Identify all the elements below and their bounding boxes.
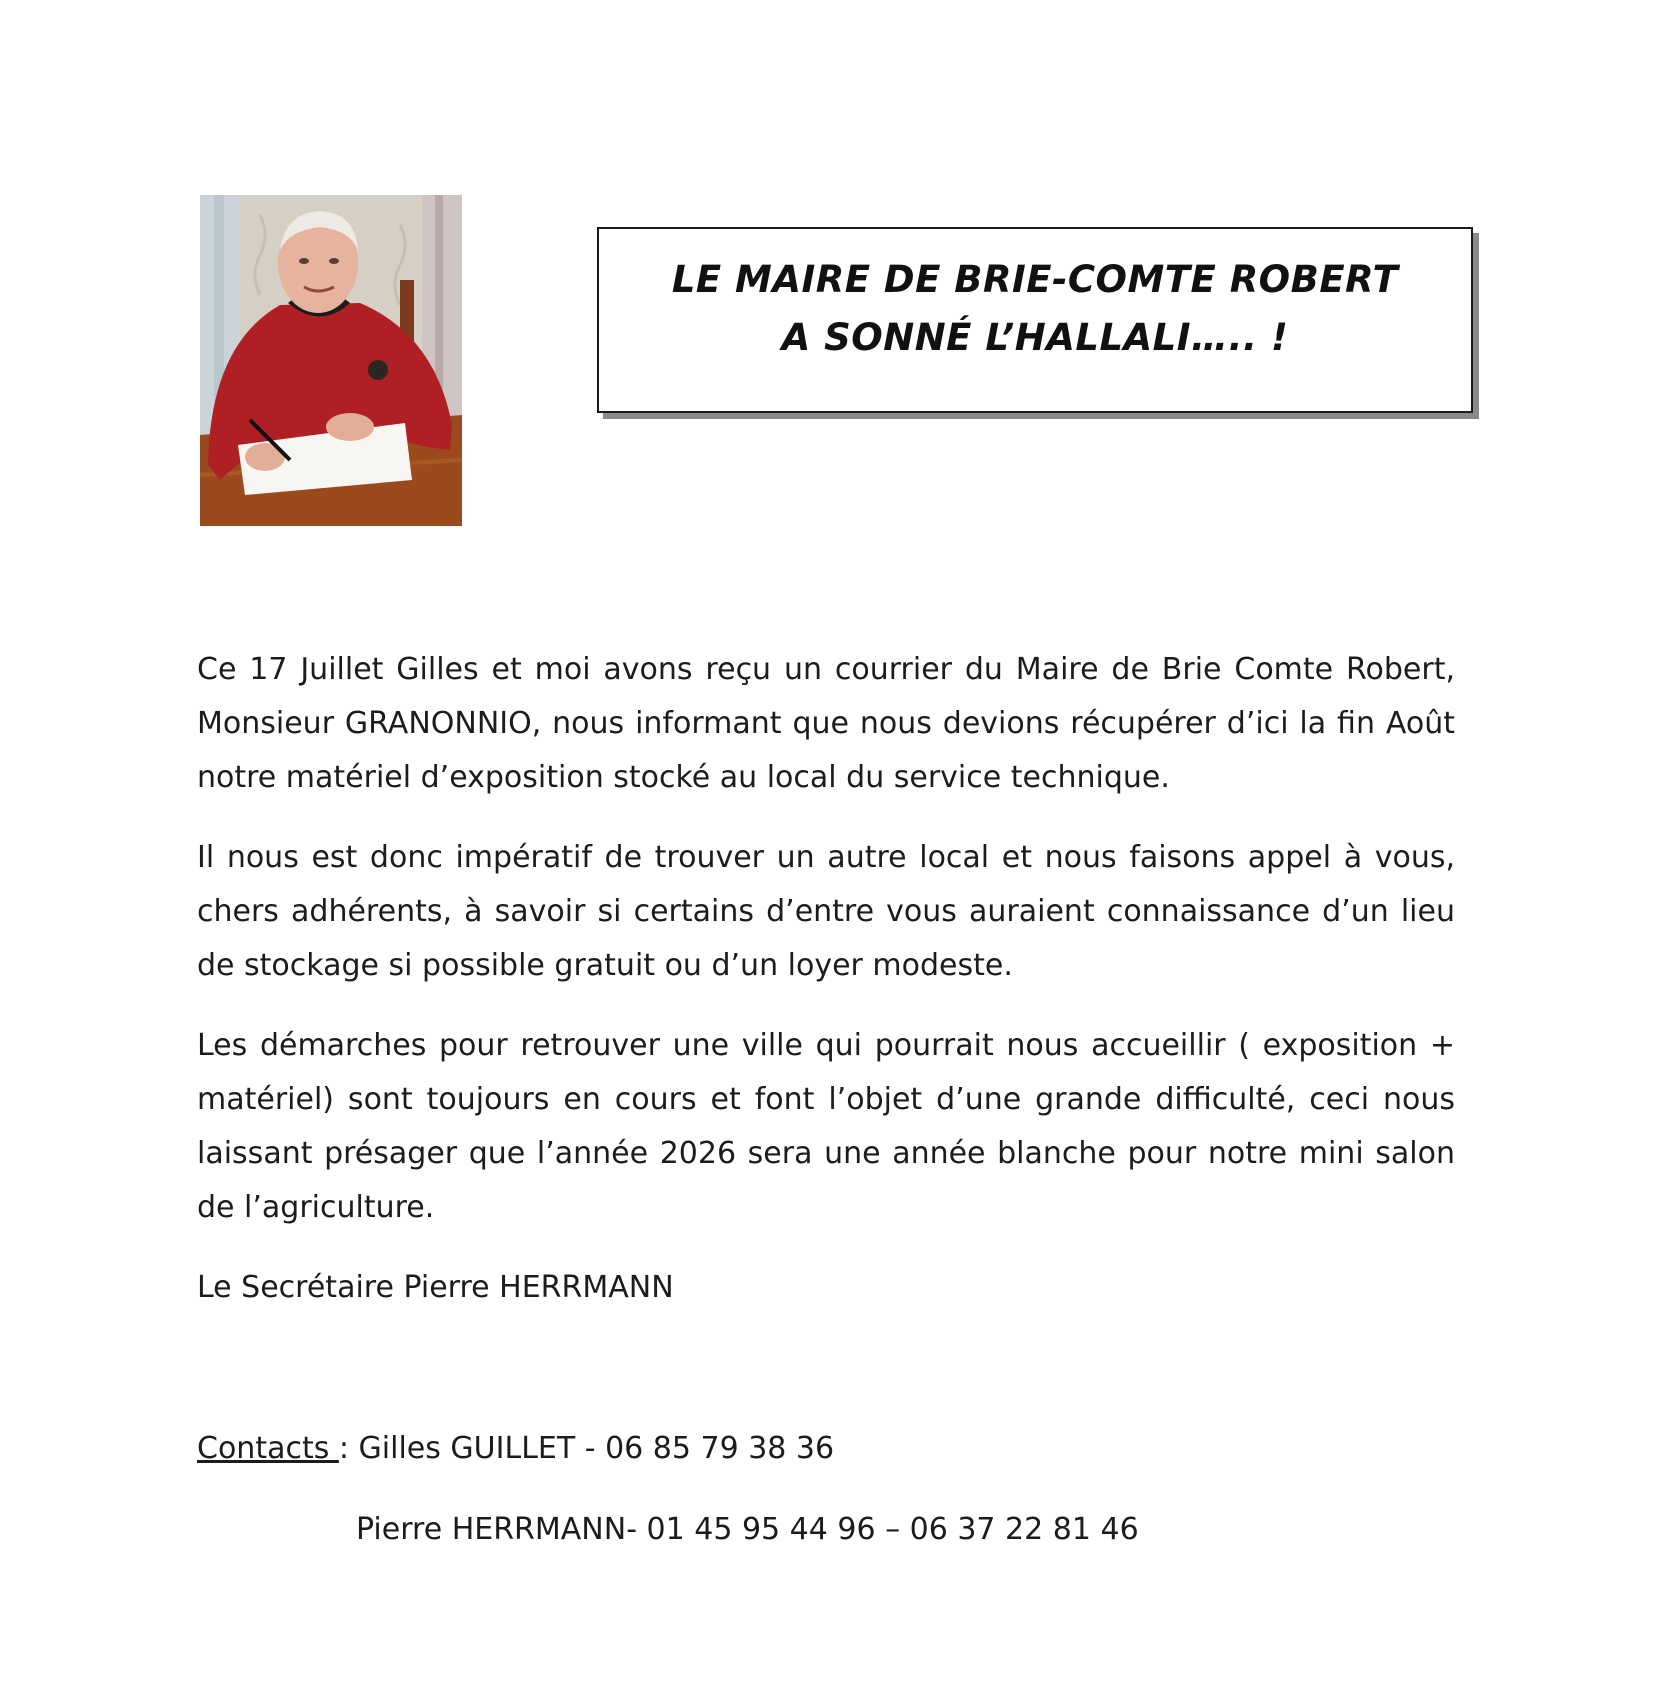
- contacts-line-1: [197, 1422, 834, 1476]
- title-box: [597, 227, 1473, 413]
- contacts-label: Contacts: [197, 1431, 339, 1466]
- title-line-2: A SONNÉ L’HALLALI….. !: [781, 316, 1289, 359]
- paragraph-2: Il nous est donc impératif de trouver un autre local et nous faisons appel à vous, chers adhérents, à savoir si certains d’entre vous auraient connaissance d’un lieu de stockage si possible gratuit ou d’un loyer modeste.: [197, 840, 1455, 983]
- portrait-photo: [200, 195, 462, 526]
- contact-gilles: Gilles GUILLET - 06 85 79 38 36: [358, 1431, 835, 1466]
- paragraph-1: Ce 17 Juillet Gilles et moi avons reçu un courrier du Maire de Brie Comte Robert, Monsieur GRANONNIO, nous informant que nous devions récupérer d’ici la fin Août notre matériel d’exposition stocké au local du service technique.: [197, 652, 1455, 795]
- title-line-1: LE MAIRE DE BRIE-COMTE ROBERT: [671, 258, 1399, 301]
- portrait-photo-icon: [200, 195, 462, 526]
- letter-body: [197, 643, 1455, 1315]
- contacts-separator: :: [338, 1431, 359, 1466]
- signature: Le Secrétaire Pierre HERRMANN: [197, 1270, 674, 1305]
- contact-pierre: Pierre HERRMANN- 01 45 95 44 96 – 06 37 22 81 46: [356, 1512, 1139, 1547]
- paragraph-3: Les démarches pour retrouver une ville qui pourrait nous accueillir ( exposition + matériel) sont toujours en cours et font l’objet d’une grande difficulté, ceci nous laissant présager que l’année 2026 sera une année blanche pour notre mini salon de l’agriculture.: [197, 1028, 1455, 1225]
